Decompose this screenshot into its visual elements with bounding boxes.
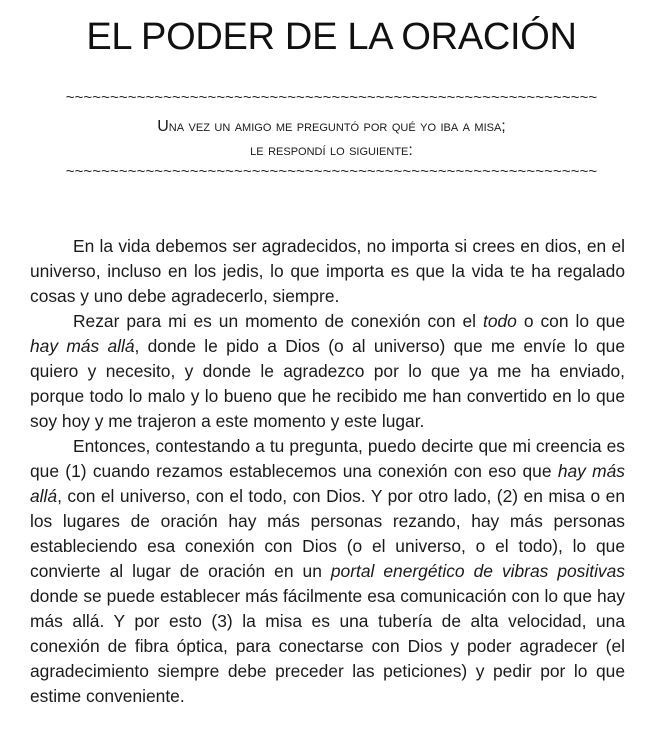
p3-text-a: Entonces, contestando a tu pregunta, puedo decirte que mi creencia es que (1) cuando rezamos establecemos una conexión con eso que bbox=[30, 436, 625, 481]
separator-top: ~~~~~~~~~~~~~~~~~~~~~~~~~~~~~~~~~~~~~~~~~~~~~~~~~~~~~~~~~~~~ bbox=[65, 89, 598, 106]
separator-bottom: ~~~~~~~~~~~~~~~~~~~~~~~~~~~~~~~~~~~~~~~~~~~~~~~~~~~~~~~~~~~~ bbox=[65, 163, 598, 180]
p3-text-c: , con el universo, con el todo, con Dios. Y por otro lado, (2) en misa o en los lugares de oración hay más personas rezando, hay más personas estableciendo esa conexión con Dios (o el universo, o el todo), lo que convierte al lugar de oración en un bbox=[30, 486, 625, 581]
paragraph-2 bbox=[30, 309, 625, 434]
p3-italic-mas-alla: hay más allá bbox=[30, 461, 625, 506]
body-text bbox=[30, 234, 625, 709]
p2-text-a: Rezar para mi es un momento de conexión con el bbox=[73, 311, 483, 331]
p3-italic-portal: portal energético de vibras positivas bbox=[330, 561, 625, 581]
page-title: EL PODER DE LA ORACIÓN bbox=[86, 16, 577, 58]
paragraph-3 bbox=[30, 434, 625, 709]
paragraph-1: En la vida debemos ser agradecidos, no importa si crees en dios, en el universo, incluso en los jedis, lo que importa es que la vida te ha regalado cosas y uno debe agradecerlo, siempre. bbox=[30, 236, 625, 306]
intro-line-2: le respondí lo siguiente: bbox=[250, 142, 413, 159]
p2-text-c: o con lo que bbox=[516, 311, 625, 331]
intro-line-1: Una vez un amigo me preguntó por qué yo iba a misa; bbox=[157, 118, 506, 135]
p3-text-e: donde se puede establecer más fácilmente esa comunicación con lo que hay más allá. Y por esto (3) la misa es una tubería de alta velocidad, una conexión de fibra óptica, para conectarse con Dios y poder agradecer (el agradecimiento siempre debe preceder las peticiones) y pedir por lo que estime conveniente. bbox=[30, 586, 625, 706]
p2-text-e: , donde le pido a Dios (o al universo) que me envíe lo que quiero y necesito, y donde le agradezco por lo que ya me ha enviado, porque todo lo malo y lo bueno que he recibido me han convertido en lo que soy hoy y me trajeron a este momento y este lugar. bbox=[30, 336, 625, 431]
p2-italic-todo: todo bbox=[482, 311, 517, 331]
p2-italic-mas-alla: hay más allá bbox=[30, 336, 135, 356]
